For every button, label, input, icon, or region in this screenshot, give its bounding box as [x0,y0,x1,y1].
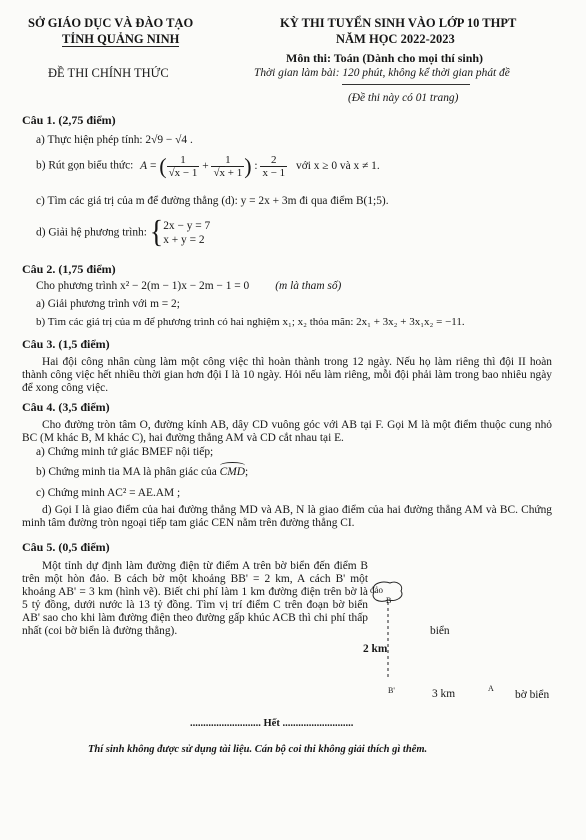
q4-a: a) Chứng minh tứ giác BMEF nội tiếp; [36,446,214,458]
distance-2km: 2 km [363,643,388,655]
exam-title: KỲ THI TUYỂN SINH VÀO LỚP 10 THPT [280,16,517,30]
q2-title: Câu 2. (1,75 điểm) [22,262,116,276]
header-rule [342,84,470,85]
subject-line: Môn thi: Toán (Dành cho mọi thí sinh) [286,51,484,65]
q1-c: c) Tìm các giá trị của m để đường thẳng (d): y = 2x + 3m đi qua điểm B(1;5). [36,195,389,207]
q2-intro: Cho phương trình x² − 2(m − 1)x − 2m − 1 = 0 (m là tham số) [36,280,342,292]
q3-text: Hai đội công nhân cùng làm một công việc thì hoàn thành trong 12 ngày. Nếu họ làm riêng thì đội II hoàn thành công việc hết nhiều thời gian hơn đội I là 10 ngày. Hỏi nếu làm riêng, mỗi đội phải làm trong bao nhiêu ngày để xong công việc. [22,356,552,394]
q4-intro: Cho đường tròn tâm O, đường kính AB, dây CD vuông góc với AB tại F. Gọi M là một điểm thuộc cung nhỏ BC (M khác B, M khác C), hai đường thẳng AM và CD cắt nhau tại E. [22,419,552,444]
province-name: TỈNH QUẢNG NINH [62,32,180,46]
department-name: SỞ GIÁO DỤC VÀ ĐÀO TẠO [28,16,194,30]
q1-a: a) Thực hiện phép tính: 2√9 − √4 . [36,134,193,146]
q4-c: c) Chứng minh AC² = AE.AM ; [36,487,181,499]
q4-d: d) Gọi I là giao điểm của hai đường thẳng MD và AB, N là giao điểm của hai đường thẳng AM và BC. Chứng minh tâm đường tròn ngoại tiếp tam giác CEN nằm trên đường thẳng CI. [22,504,552,529]
point-b-label: B [386,596,392,605]
sea-label: biển [430,625,450,637]
point-a-label: A [488,684,494,693]
time-line: Thời gian làm bài: 120 phút, không kể thời gian phát đề [254,67,510,79]
q2-a: a) Giải phương trình với m = 2; [36,298,180,310]
q1-title: Câu 1. (2,75 điểm) [22,113,116,127]
q1-d: d) Giải hệ phương trình: {2x − y = 7 x + y = 2 [36,214,211,251]
q5-text: Một tỉnh dự định làm đường điện từ điểm A trên bờ biển đến điểm B trên một hòn đảo. B cách bờ một khoảng BB' = 2 km, A cách B' một khoảng AB' = 3 km (hình vẽ). Biết chi phí làm 1 km đường điện trên bờ là 5 tỷ đồng, dưới nước là 13 tỷ đồng. Tìm vị trí điểm C trên đoạn bờ biển AB' sao cho khi làm đường điện theo đường gấp khúc ACB thì chi phí thấp nhất (coi bờ biển là đường thẳng). [22,560,368,637]
footer-note: Thí sinh không được sử dụng tài liệu. Cán bộ coi thi không giải thích gì thêm. [88,744,428,755]
q4-b: b) Chứng minh tia MA là phân giác của CMD; [36,466,248,478]
island-label: đảo [370,585,383,595]
end-marker: ........................... Hết ........................... [190,718,354,729]
school-year: NĂM HỌC 2022-2023 [336,32,455,46]
q4-title: Câu 4. (3,5 điểm) [22,400,110,414]
official-exam-label: ĐỀ THI CHÍNH THỨC [48,66,169,80]
q5-title: Câu 5. (0,5 điểm) [22,540,110,554]
coast-figure [360,580,560,680]
page-count-note: (Đề thi này có 01 trang) [348,92,459,104]
q1-b: b) Rút gọn biểu thức: A = ( $\frac{1}{√x - 1}$ + $\frac{1}{√x + 1}$ ) : $\frac{2}{x - 1}$ với x ≥ 0 và x ≠ 1. [36,153,380,179]
q2-b: b) Tìm các giá trị của m để phương trình có hai nghiệm x₁; x₂ thỏa mãn: 2x₁ + 3x₂ + 3x₁x₂ = −11. [36,316,465,328]
shore-label: bờ biển [515,689,550,701]
point-b-prime-label: B' [388,686,395,695]
q3-title: Câu 3. (1,5 điểm) [22,337,110,351]
distance-3km: 3 km [432,688,456,700]
